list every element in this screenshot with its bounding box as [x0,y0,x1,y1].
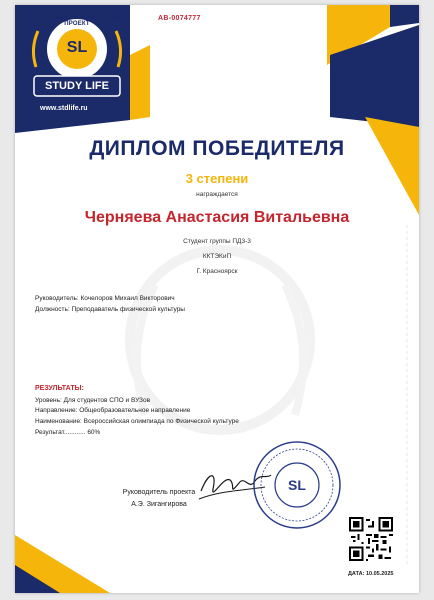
diploma-title: ДИПЛОМ ПОБЕДИТЕЛЯ [89,137,345,160]
result-level: Уровень: Для студентов СПО и ВУЗов [35,397,151,404]
supervisor-line: Руководитель: Кочелоров Михаил Викторович [35,295,175,302]
certificate-page [15,5,419,593]
serial-number: AB-0074777 [158,15,201,22]
logo-monogram: SL [66,39,88,56]
project-head-position: Руководитель проекта [122,489,196,496]
result-direction: Направление: Общеобразовательное направление [35,407,191,414]
result-name: Наименование: Всероссийская олимпиада по Физической культуре [35,418,239,425]
result-score: Результат............ 60% [35,429,101,436]
logo-brand: STUDY LIFE [45,80,109,92]
city-line: Г. Красноярск [196,268,238,275]
awarded-label: награждается [196,191,238,198]
svg-text:SL: SL [288,477,306,493]
recipient-name: Черняева Анастасия Витальевна [84,209,350,226]
logo-arc-text: ОБРАЗОВАТЕЛЬНЫЙ ОНЛАЙН-ПРОЕКТ [27,15,127,27]
website-url[interactable]: www.stdlife.ru [40,105,88,112]
results-heading: РЕЗУЛЬТАТЫ: [35,385,84,392]
project-head-name: А.Э. Зигангирова [131,501,187,508]
institution-line: ККТЭКиП [202,253,232,260]
qr-code[interactable] [349,517,393,561]
degree-label: 3 степени [185,171,249,186]
position-line: Должность: Преподаватель физической культуры [35,306,185,313]
group-line: Студент группы ПД3-3 [183,238,251,245]
issue-date: ДАТА: 10.05.2025 [348,571,394,577]
official-seal [251,439,343,531]
